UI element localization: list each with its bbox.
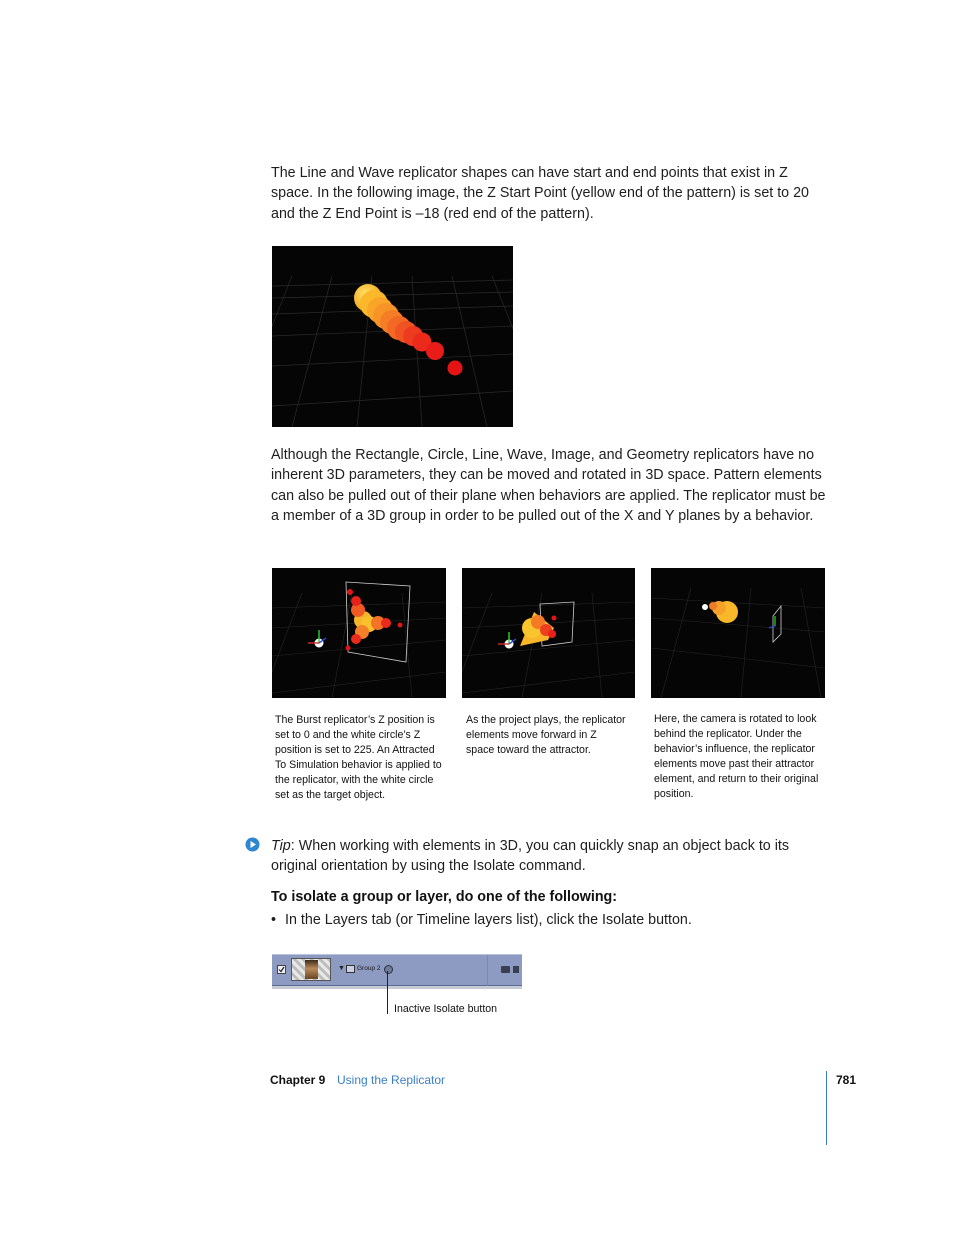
task-heading: To isolate a group or layer, do one of the following: <box>271 889 618 905</box>
intro-paragraph: The Line and Wave replicator shapes can have start and end points that exist in Z space. In the following image, the Z Start Point (yellow end of the pattern) is set to 20 and the Z End Point is –18 (red end of the pattern). <box>271 165 810 222</box>
lock-icon[interactable] <box>513 966 519 973</box>
callout-label: Inactive Isolate button <box>394 1003 498 1015</box>
replicator-3d-paragraph: Although the Rectangle, Circle, Line, Wave, Image, and Geometry replicators have no inherent 3D parameters, they can be moved and rotated in 3D space. Pattern elements can also be pulled out of their plane when behaviors are applied. The replicator must be a member of a 3D group in order to be pulled out of the X and Y planes by a behavior. <box>271 447 826 525</box>
replicator-moving-screenshot <box>462 568 635 698</box>
layers-row-shadow <box>272 986 522 989</box>
layers-row-screenshot <box>272 954 522 986</box>
group-icon <box>346 965 355 973</box>
bullet-marker: • <box>271 912 277 928</box>
caption-burst-replicator: The Burst replicator’s Z position is set to 0 and the white circle’s Z position is set to 225. An Attracted To Simulation behavior is applied to the replicator, with the white circle set as the target object. <box>275 714 442 801</box>
layer-thumbnail <box>291 958 331 981</box>
layer-enable-checkbox[interactable] <box>277 965 286 974</box>
tip-label: Tip <box>271 838 291 854</box>
caption-replicator-moving: As the project plays, the replicator elements move forward in Z space toward the attractor. <box>466 714 626 756</box>
burst-replicator-screenshot <box>272 568 446 698</box>
tip-paragraph <box>271 836 826 877</box>
group-name: Group 2 <box>357 965 381 972</box>
camera-rotated-screenshot <box>651 568 825 698</box>
page-number: 781 <box>836 1073 857 1087</box>
layer-options-icon[interactable] <box>501 966 510 973</box>
tip-text: : When working with elements in 3D, you can quickly snap an object back to its original orientation by using the Isolate command. <box>271 838 790 875</box>
bullet-item <box>271 910 826 930</box>
footer-rule <box>826 1071 827 1145</box>
bullet-text: In the Layers tab (or Timeline layers list), click the Isolate button. <box>285 912 692 928</box>
callout-line <box>387 971 388 1014</box>
footer-chapter: Chapter 9 <box>270 1073 326 1087</box>
caption-camera-rotated: Here, the camera is rotated to look behind the replicator. Under the behavior’s influence, the replicator elements move past their attractor element, and return to their original position. <box>654 713 819 800</box>
line-replicator-screenshot <box>272 246 513 427</box>
row-divider <box>487 955 488 986</box>
footer-chapter-title-link[interactable]: Using the Replicator <box>337 1073 446 1087</box>
tip-arrow-icon <box>245 837 260 852</box>
disclosure-triangle-icon[interactable]: ▼ <box>338 965 345 972</box>
isolate-button[interactable] <box>384 965 393 974</box>
